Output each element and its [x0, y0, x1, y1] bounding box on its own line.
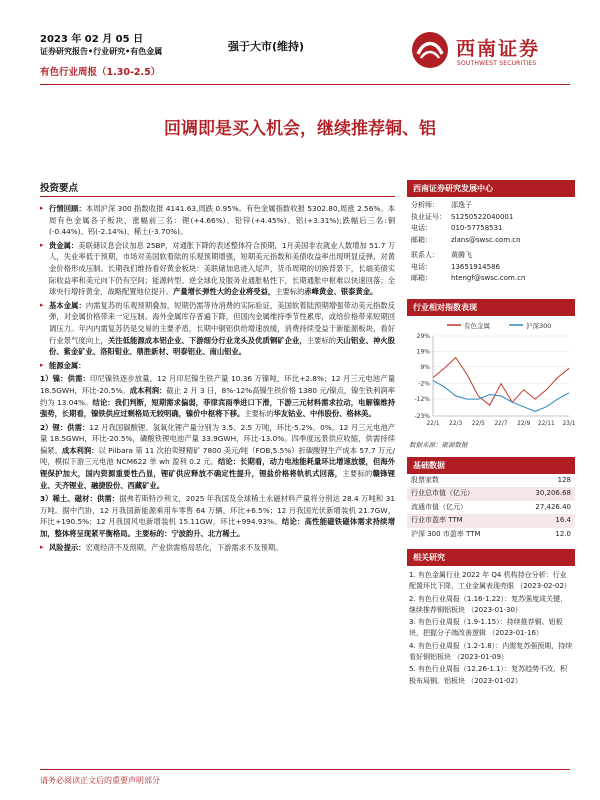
- series-line: [433, 380, 569, 411]
- team-heading: 西南证券研究发展中心: [407, 180, 575, 197]
- precious-text: 美联储议息会议加息 25BP，对通胀下降的表述整体符合预期，1月美国非农就业人数增加 51.7 万人，失业率低于预期，市场对美国软着陆的乐观预期增强，短期美元指数和美债收益率出现明显反弹，对黄金价格形成压制。长期我们维持看好黄金板块：美联储加息进入尾声，货币周期的切换背景下，长端美债实际收益率和美元向下仍有空间；能源转型、逆全球化及服务业通胀粘性下，长期通胀中枢难以快速回落；全球央行增持黄金，战略配置地位提升。: [49, 240, 395, 297]
- nickel-text1: 印尼镍铁逐步放量，12 月印尼镍生铁产量 10.36 万镍吨，环比+2.8%；12 月三元电池产量 18.5GWH，环比-20.5%。: [40, 374, 396, 395]
- analyst-row: [411, 223, 571, 235]
- y-tick-label: 19%: [416, 347, 430, 355]
- lithium-text1: 12 月我国碳酸锂、氢氧化锂产量分别为 3.5、2.5 万吨，环比-5.2%、0%。12 月三元电池产量 18.5GWH，环比-20.5%，磷酸铁锂电池产量 33.9GWH，环比-13.0%。四季度远景供应收缩，供需持续偏紧。: [40, 422, 395, 455]
- analyst-row: [411, 250, 571, 262]
- logo-text-cn: 西南证券: [456, 38, 541, 60]
- base-lead: 基本金属：: [49, 300, 86, 310]
- basic-key: 流通市值（亿元）: [411, 502, 467, 511]
- report-title: 回调即是买入机会，继续推荐铜、铝: [164, 119, 436, 139]
- risk-lead: 风险提示：: [49, 542, 86, 552]
- x-tick-label: 22/11: [537, 420, 555, 427]
- table-row: [407, 474, 575, 488]
- base-bold: 关注低能源成本铝企业、下游细分行业龙头及优质铜矿企业，: [107, 335, 307, 345]
- series-line: [433, 357, 569, 405]
- analyst-value: 黄腾飞: [451, 251, 472, 259]
- analyst-row: [411, 273, 571, 285]
- basic-value: 12.0: [555, 529, 571, 538]
- rare-concl-lead: 结论：: [281, 517, 305, 527]
- lithium-lead: 2）锂：供需：: [40, 422, 90, 432]
- rare-concl: 高性能磁铁磁体需求持续增加，整体将呈现紧平衡格局。: [40, 517, 396, 539]
- base-picks: 天山铝业、神火股份、紫金矿业、洛阳钼业、鼎胜新材、明泰铝业、南山铝业。: [49, 335, 396, 357]
- lithium-text2: 以 Pilbara 第 11 次拍卖锂精矿 7800 美元/吨（FOB,5.5%）折碳酸锂生产成本 57.7 万元/吨，模拟下游三元电池 NCM622 单 wh 盈利 0.2 元。: [40, 445, 396, 467]
- company-logo-icon: [410, 30, 450, 70]
- related-item[interactable]: 5. 有色行业周报（12.26-1.1）：复苏趋势不改，积极布局铜、铝板块 （2023-01-02）: [409, 665, 568, 685]
- precious-picks: 赤峰黄金、银泰黄金。: [304, 287, 378, 297]
- analyst-value: S1250522040001: [451, 212, 514, 221]
- basic-value: 27,426.40: [535, 502, 571, 511]
- analyst-key: 邮箱：: [411, 274, 432, 282]
- table-row: [407, 501, 575, 515]
- table-row: [407, 528, 575, 542]
- basic-key: 行业总市值（亿元）: [407, 487, 514, 501]
- market-review: [40, 203, 395, 238]
- company-logo: [410, 30, 570, 76]
- rare-picks-lead: 主要标的：: [134, 529, 172, 539]
- relative-index-chart: [407, 299, 575, 451]
- industry-rating: 强于大市(维持): [228, 40, 305, 53]
- related-item[interactable]: 2. 有色行业周报（1.16-1.22）：复苏强度成关键，继续推荐铜铝板块 （2023-01-30）: [409, 594, 568, 614]
- related-heading: 相关研究: [407, 549, 575, 566]
- summary-heading: 投资要点: [40, 180, 395, 197]
- analyst-email[interactable]: zlans@swsc.com.cn: [451, 235, 521, 244]
- lithium-concl-lead: 结论：: [218, 457, 241, 467]
- rare-picks: 宁波韵升、北方稀土。: [171, 529, 245, 539]
- x-tick-label: 22/3: [449, 420, 463, 427]
- nickel-concl: 我们判断，短期需求偏弱，菲律宾雨季进口下滑，下游三元材料需求拉动，电解镍维持强势，长期看，镍铁供应过剩格局无较明确，镍价中枢将下移。: [40, 397, 395, 419]
- basic-value: 16.4: [514, 514, 575, 528]
- basic-heading: 基础数据: [407, 457, 575, 474]
- basic-value: 30,206.68: [514, 487, 575, 501]
- nickel-concl-lead: 结论：: [92, 397, 115, 407]
- analyst-value: 邵逸子: [451, 201, 472, 209]
- legend-label: 有色金属: [464, 321, 490, 330]
- header-divider: [40, 84, 570, 85]
- x-tick-label: 22/5: [471, 420, 485, 427]
- precious-tail: 产量增长弹性大的企业将受益，: [173, 287, 276, 297]
- rare-lead: 3）稀土、磁材：供需：: [40, 494, 120, 504]
- analyst-key: 执业证号：: [411, 212, 446, 221]
- legend-label: 沪深300: [526, 321, 552, 330]
- y-tick-label: 29%: [416, 332, 430, 340]
- related-research: [407, 549, 575, 687]
- logo-text-en: SOUTHWEST SECURITIES: [457, 60, 537, 67]
- risk-warning: [40, 542, 395, 554]
- risk-text: 宏观经济不及预期，产业供需格局恶化，下游需求不及预期。: [85, 542, 283, 552]
- analyst-row: [411, 262, 571, 274]
- related-item[interactable]: 1. 有色金属行业 2022 年 Q4 机构持仓分析：行业配置环比下降，工业金属表现亮眼 （2023-02-02）: [409, 571, 571, 591]
- base-text: 内需复苏的乐观预期叠加，短期仍需等待消费的实际验证，美国软着陆预期增强带动美元指数反弹，对金属价格带来一定压制。海外金属库存普遍下降，但国内金属维持季节性累库，或给价格带来短期回调压力。年内内需复苏仍是交易的主要矛盾，长期中铜铝供给增速放缓，消费持续受益于新能源板块，看好行业景气度向上，: [49, 300, 396, 345]
- related-item[interactable]: 4. 有色行业周报（1.2-1.8）：内需复苏强预期，持续看好铜铝板块 （2023-01-09）: [409, 641, 573, 662]
- analyst-key: 联系人：: [411, 251, 439, 259]
- y-tick-label: -23%: [414, 412, 430, 420]
- report-week: 有色行业周报（1.30-2.5）: [40, 67, 161, 78]
- analyst-email[interactable]: htengf@swsc.com.cn: [451, 274, 526, 282]
- chart-source: 数据来源：聚源数据: [409, 440, 468, 449]
- basic-key: 沪深 300 市盈率 TTM: [411, 529, 481, 538]
- footer-disclaimer: 请务必阅读正文后的重要声明部分: [40, 776, 160, 785]
- table-row: [407, 514, 575, 528]
- sidebar: [407, 180, 575, 688]
- report-type: 证券研究报告•行业研究•有色金属: [40, 47, 163, 56]
- report-date: 2023 年 02 月 05 日: [40, 34, 144, 45]
- x-tick-label: 22/7: [494, 420, 508, 427]
- analyst-key: 电话：: [411, 224, 432, 232]
- energy-metals: [40, 360, 395, 372]
- basic-key: 行业市盈率 TTM: [407, 514, 514, 528]
- lithium-picks: 赣锋锂业、天齐锂业、融捷股份、西藏矿业。: [40, 469, 396, 490]
- energy-heading: 能源金属：: [49, 360, 86, 370]
- lithium-paragraph: [40, 422, 395, 492]
- rare-earth-paragraph: [40, 493, 395, 539]
- relative-index-svg: [407, 316, 575, 434]
- nickel-lead: 1）镍：供需：: [40, 374, 91, 384]
- related-item[interactable]: 3. 有色行业周报（1.9-1.15）：持续推荐铜、铝板块，把握分子端改善逻辑 （2023-01-16）: [409, 618, 563, 638]
- x-tick-label: 22/9: [517, 420, 531, 427]
- analyst-value: 13651914586: [451, 262, 500, 271]
- analyst-value: 010-57758531: [451, 224, 503, 232]
- chart-heading: 行业相对指数表现: [407, 299, 575, 316]
- base-metals: [40, 300, 395, 358]
- analyst-info: [407, 197, 575, 285]
- precious-metals: [40, 240, 395, 298]
- base-tail: 主要标的: [306, 335, 337, 345]
- nickel-picks-lead: 主要标的: [244, 409, 274, 419]
- lithium-cost-lead: 成本利润：: [61, 445, 99, 455]
- nickel-text2: 截止 2 月 3 日，8%-12%高镍生铁价格 1380 元/镍点，镍生铁利润率约为 13.04%。: [40, 385, 396, 407]
- precious-tail2: 主要标的: [275, 287, 305, 297]
- basic-data: [407, 457, 575, 542]
- analyst-key: 电话：: [411, 262, 432, 271]
- basic-value: 128: [557, 475, 571, 484]
- analyst-row: [411, 200, 571, 212]
- nickel-picks: 华友钴业、中伟股份、格林美。: [273, 409, 376, 419]
- table-row: [407, 487, 575, 501]
- related-list: [407, 566, 575, 687]
- analyst-key: 邮箱：: [411, 235, 432, 244]
- market-review-lead: 行情回顾：: [49, 204, 86, 213]
- x-tick-label: 22/1: [426, 420, 440, 427]
- nickel-paragraph: [40, 373, 395, 419]
- y-tick-label: -12%: [414, 395, 430, 403]
- nickel-cost-lead: 成本利润：: [129, 385, 167, 395]
- lithium-concl: 长期看，动力电池能耗量环比增速放缓，但海外锂保护加大，国内资源重要性凸显，锂矿供应释放不确定性提升，锂盐价格将轨机式回落，: [40, 457, 396, 479]
- y-tick-label: -2%: [418, 380, 430, 388]
- market-review-text: 本周沪深 300 指数收报 4141.63,周跌 0.95%。有色金属指数收报 5302.80,周涨 2.56%。本周有色金属各子板块，涨幅前三名：锂(+4.66%)、铅锌(+4.45%)、铝(+3.31%);跌幅后三名:铜(-0.44%)、钨(-2.14%)、稀土(-3.70%)。: [49, 204, 395, 237]
- y-tick-label: 9%: [420, 363, 430, 371]
- precious-lead: 贵金属：: [49, 240, 79, 250]
- x-tick-label: 23/1: [562, 420, 575, 427]
- basic-key: 股票家数: [411, 475, 439, 484]
- analyst-row: [411, 235, 571, 247]
- lithium-picks-lead: 主要标的: [342, 469, 373, 479]
- footer-divider: [40, 769, 570, 770]
- analyst-key: 分析师：: [411, 201, 439, 209]
- investment-summary: [40, 180, 395, 555]
- basic-table: [407, 474, 575, 542]
- analyst-row: [411, 212, 571, 224]
- rare-text1: 据弗若斯特沙利文，2025 年我国及全球稀土永磁材料产量将分别达 28.4 万吨和 31 万吨。据中汽协，12 月我国新能源乘用车零售 64 万辆，环比+6.5%；12 月我国光伏新增装机 21.7GW，环比+190.5%；12 月我国风电新增装机 15.11GW，环比+994.93%。: [40, 494, 395, 527]
